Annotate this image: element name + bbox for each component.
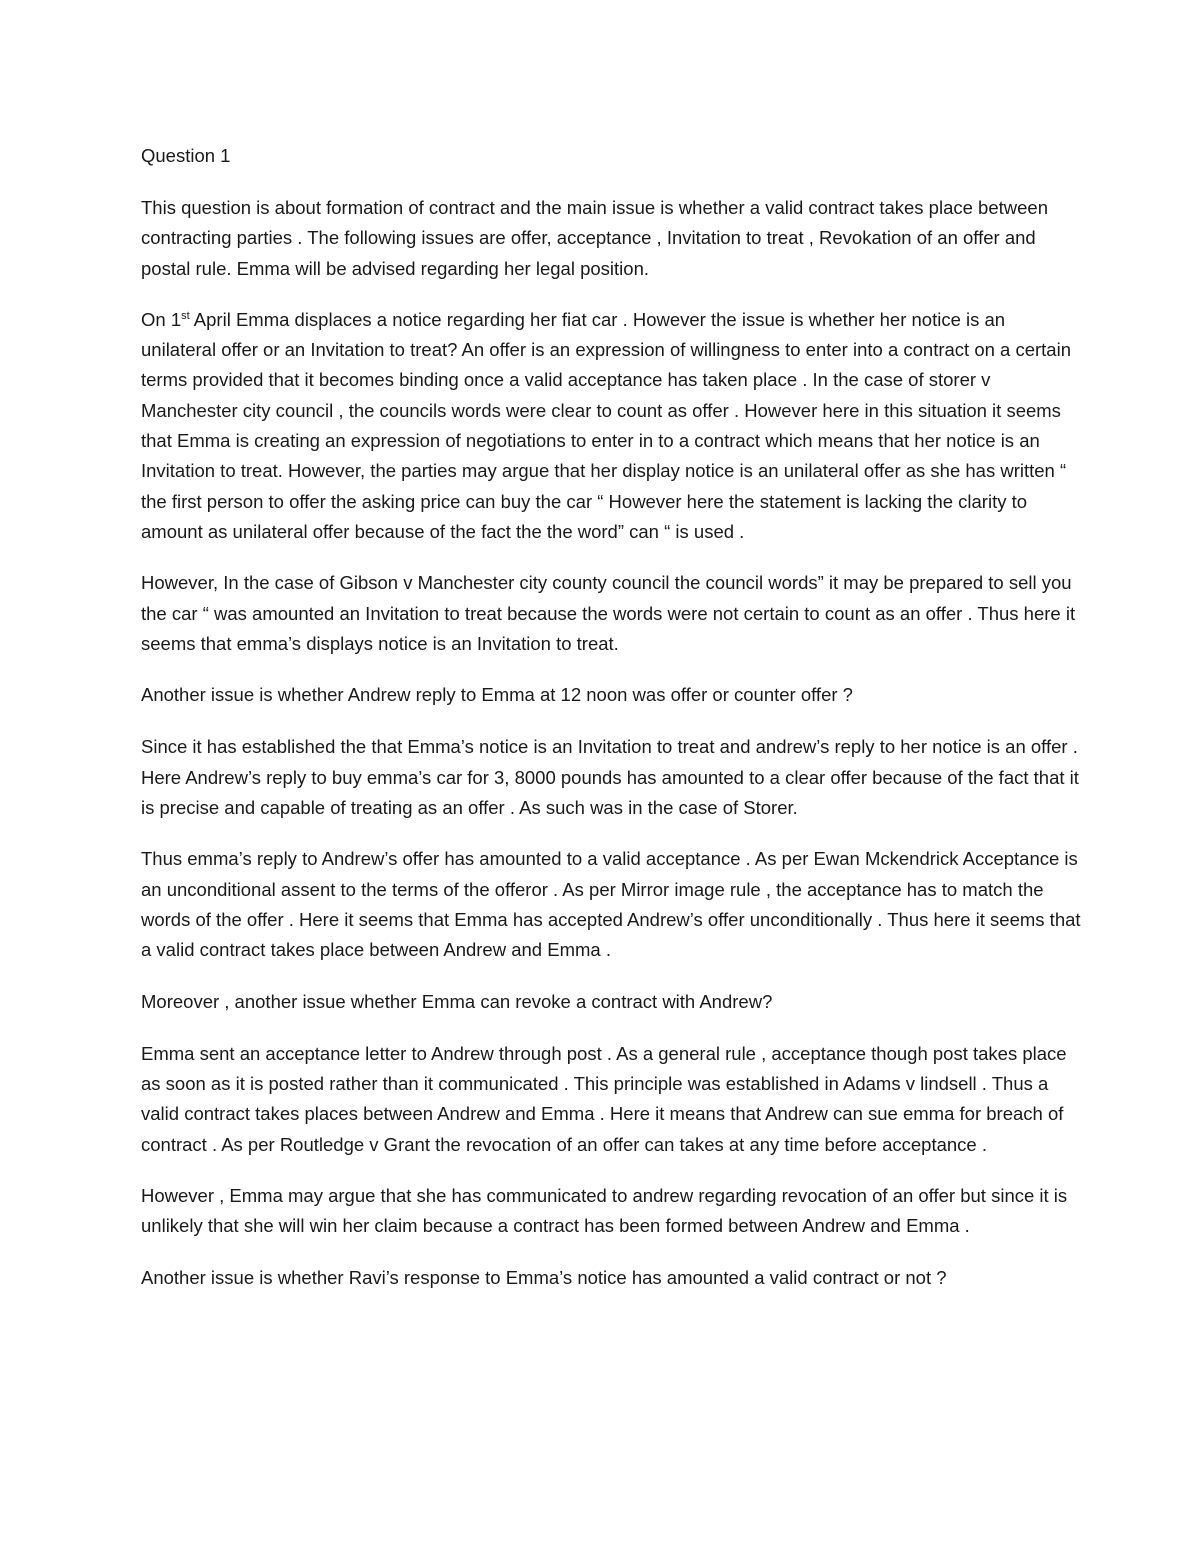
document-body [141, 141, 1081, 1315]
paragraph-acceptance: Thus emma’s reply to Andrew’s offer has amounted to a valid acceptance . As per Ewan Mckendrick Acceptance is an unconditional assent to the terms of the offeror . As per Mirror image rule , the acceptance has to match the words of the offer . Here it seems that Emma has accepted Andrew’s offer unconditionally . Thus here it seems that a valid contract takes place between Andrew and Emma . [141, 848, 1081, 961]
paragraph-notice-analysis [141, 305, 1081, 547]
question-heading: Question 1 [141, 145, 231, 166]
paragraph-introduction: This question is about formation of contract and the main issue is whether a valid contract takes place between contracting parties . The following issues are offer, acceptance , Invitation to treat , Revokation of an offer and postal rule. Emma will be advised regarding her legal position. [141, 197, 1048, 279]
paragraph-gibson-case: However, In the case of Gibson v Manchester city county council the council words” it may be prepared to sell you the car “ was amounted an Invitation to treat because the words were not certain to count as an offer . Thus here it seems that emma’s displays notice is an Invitation to treat. [141, 572, 1076, 654]
ordinal-suffix: st [181, 309, 190, 322]
paragraph-emma-argument: However , Emma may argue that she has communicated to andrew regarding revocation of an offer but since it is unlikely that she will win her claim because a contract has been formed between Andrew and Emma . [141, 1185, 1068, 1237]
paragraph-lead: On 1 [141, 308, 182, 330]
paragraph-rest: April Emma displaces a notice regarding her fiat car . However the issue is whether her notice is an unilateral offer or an Invitation to treat? An offer is an expression of willingness to enter into a contract on a certain terms provided that it becomes binding once a valid acceptance has taken place . In the case of storer v Manchester city council , the councils words were clear to count as offer . However here in this situation it seems that Emma is creating an expression of negotiations to enter in to a contract which means that her notice is an Invitation to treat. However, the parties may argue that her display notice is an unilateral offer as she has written “ the first person to offer the asking price can buy the car “ However here the statement is lacking the clarity to amount as unilateral offer because of the fact the the word” can “ is used . [141, 308, 1071, 542]
paragraph-andrew-offer: Since it has established the that Emma’s notice is an Invitation to treat and andrew’s reply to her notice is an offer . Here Andrew’s reply to buy emma’s car for 3, 8000 pounds has amounted to a clear offer because of the fact that it is precise and capable of treating as an offer . As such was in the case of Storer. [141, 736, 1079, 819]
paragraph-issue-ravi: Another issue is whether Ravi’s response to Emma’s notice has amounted a valid contract or not ? [141, 1266, 947, 1288]
paragraph-postal-rule: Emma sent an acceptance letter to Andrew through post . As a general rule , acceptance though post takes place as soon as it is posted rather than it communicated . This principle was established in Adams v lindsell . Thus a valid contract takes places between Andrew and Emma . Here it means that Andrew can sue emma for breach of contract . As per Routledge v Grant the revocation of an offer can takes at any time before acceptance . [141, 1042, 1067, 1155]
paragraph-issue-revocation: Moreover , another issue whether Emma can revoke a contract with Andrew? [141, 990, 773, 1012]
paragraph-issue-andrew-reply: Another issue is whether Andrew reply to Emma at 12 noon was offer or counter offer ? [141, 684, 853, 706]
